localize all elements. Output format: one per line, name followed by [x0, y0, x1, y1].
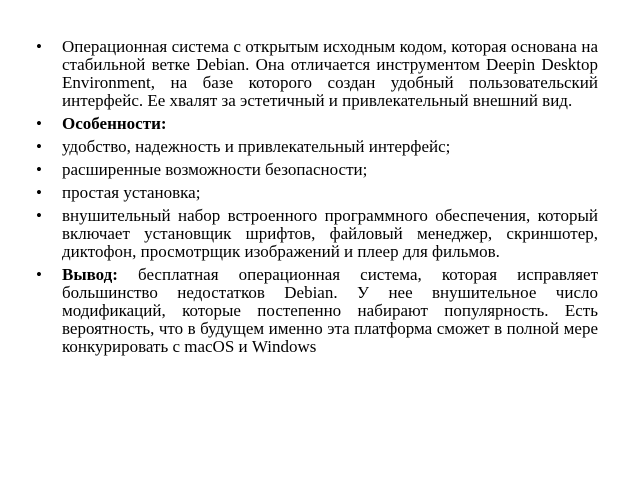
bullet-text: расширенные возможности безопасности;	[62, 160, 368, 179]
conclusion-heading: Вывод:	[62, 265, 118, 284]
bullet-feature-convenience	[36, 138, 598, 156]
bullet-marker: •	[36, 114, 42, 133]
bullet-text: удобство, надежность и привлекательный интерфейс;	[62, 137, 451, 156]
bullet-text: простая установка;	[62, 183, 201, 202]
bullet-text: внушительный набор встроенного программного обеспечения, который включает установщик шрифтов, файловый менеджер, скриншотер, диктофон, просмотрщик изображений и плеер для фильмов.	[62, 206, 598, 261]
bullet-description	[36, 38, 598, 110]
bullet-feature-software	[36, 207, 598, 261]
bullet-marker: •	[36, 183, 42, 202]
bullet-marker: •	[36, 265, 42, 284]
conclusion-text: бесплатная операционная система, которая исправляет большинство недостатков Debian. У нее внушительное число модификаций, которые постепенно набирают популярность. Есть вероятность, что в будущем именно эта платформа сможет в полной мере конкурировать с macOS и Windows	[62, 265, 599, 356]
bullet-feature-security	[36, 161, 598, 179]
bullet-marker: •	[36, 137, 42, 156]
bullet-text: Операционная система с открытым исходным кодом, которая основана на стабильной ветке Debian. Она отличается инструментом Deepin Desktop Environment, на базе которого создан удобный пользовательский интерфейс. Ее хвалят за эстетичный и привлекательный внешний вид.	[62, 37, 598, 110]
bullet-list	[36, 38, 598, 356]
bullet-feature-install	[36, 184, 598, 202]
bullet-features-heading	[36, 115, 598, 133]
bullet-marker: •	[36, 37, 42, 56]
features-heading: Особенности:	[62, 114, 167, 133]
bullet-marker: •	[36, 206, 42, 225]
bullet-conclusion	[36, 266, 598, 356]
bullet-marker: •	[36, 160, 42, 179]
